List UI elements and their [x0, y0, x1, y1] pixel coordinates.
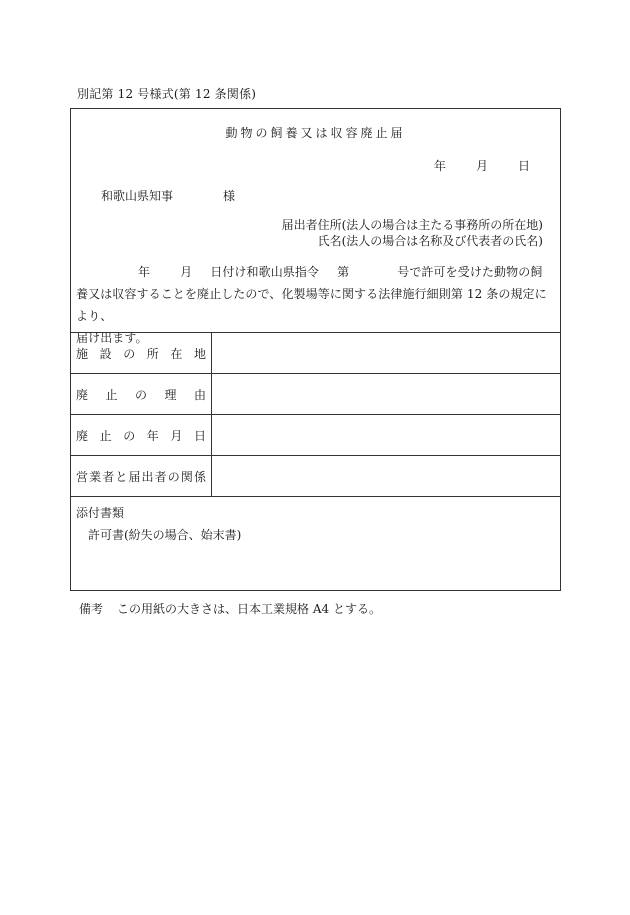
statement-date-suffix: 日付け和歌山県指令 [210, 265, 320, 279]
statement-line1-tail: 号で許可を受けた動物の飼 [397, 265, 543, 279]
remarks-text: この用紙の大きさは、日本工業規格 A4 とする。 [117, 602, 381, 616]
date-year-label: 年 [433, 159, 446, 173]
row-value-abolition-date[interactable] [212, 415, 561, 456]
attachments-section [76, 502, 241, 546]
row-value-relationship[interactable] [212, 456, 561, 497]
statement-month: 月 [180, 265, 193, 279]
date-month-label: 月 [475, 159, 488, 173]
addressee [101, 187, 235, 204]
detail-table [70, 332, 561, 497]
attachments-heading: 添付書類 [76, 506, 125, 520]
applicant-address-label: 届出者住所(法人の場合は主たる事務所の所在地) [281, 218, 543, 232]
table-row [71, 374, 561, 415]
row-label-facility-location: 施設の所在地 [71, 333, 212, 374]
date-day-label: 日 [517, 159, 530, 173]
attachments-item: 許可書(紛失の場合、始末書) [88, 528, 242, 542]
notification-form [70, 108, 561, 591]
submission-date [434, 157, 530, 174]
row-label-abolition-date: 廃止の年月日 [71, 415, 212, 456]
table-row [71, 415, 561, 456]
remarks [79, 600, 381, 617]
table-row [71, 456, 561, 497]
row-value-abolition-reason[interactable] [212, 374, 561, 415]
row-value-facility-location[interactable] [212, 333, 561, 374]
statement-line3: 届け出ます。 [76, 331, 148, 345]
statement-number-prefix: 第 [337, 265, 350, 279]
addressee-name: 和歌山県知事 [101, 189, 174, 203]
applicant-name-label: 氏名(法人の場合は名称及び代表者の氏名) [317, 234, 543, 248]
addressee-honorific: 様 [223, 189, 236, 203]
statement-year: 年 [138, 265, 151, 279]
form-title: 動物の飼養又は収容廃止届 [225, 126, 406, 140]
form-reference: 別記第 12 号様式(第 12 条関係) [77, 87, 257, 101]
applicant-block [282, 217, 543, 249]
statement-line2: 養又は収容することを廃止したので、化製場等に関する法律施行細則第 12 条の規定により、 [76, 287, 547, 323]
table-row [71, 333, 561, 374]
remarks-label: 備考 [79, 602, 104, 616]
row-label-abolition-reason: 廃止の理由 [71, 374, 212, 415]
row-label-relationship: 営業者と届出者の関係 [71, 456, 212, 497]
